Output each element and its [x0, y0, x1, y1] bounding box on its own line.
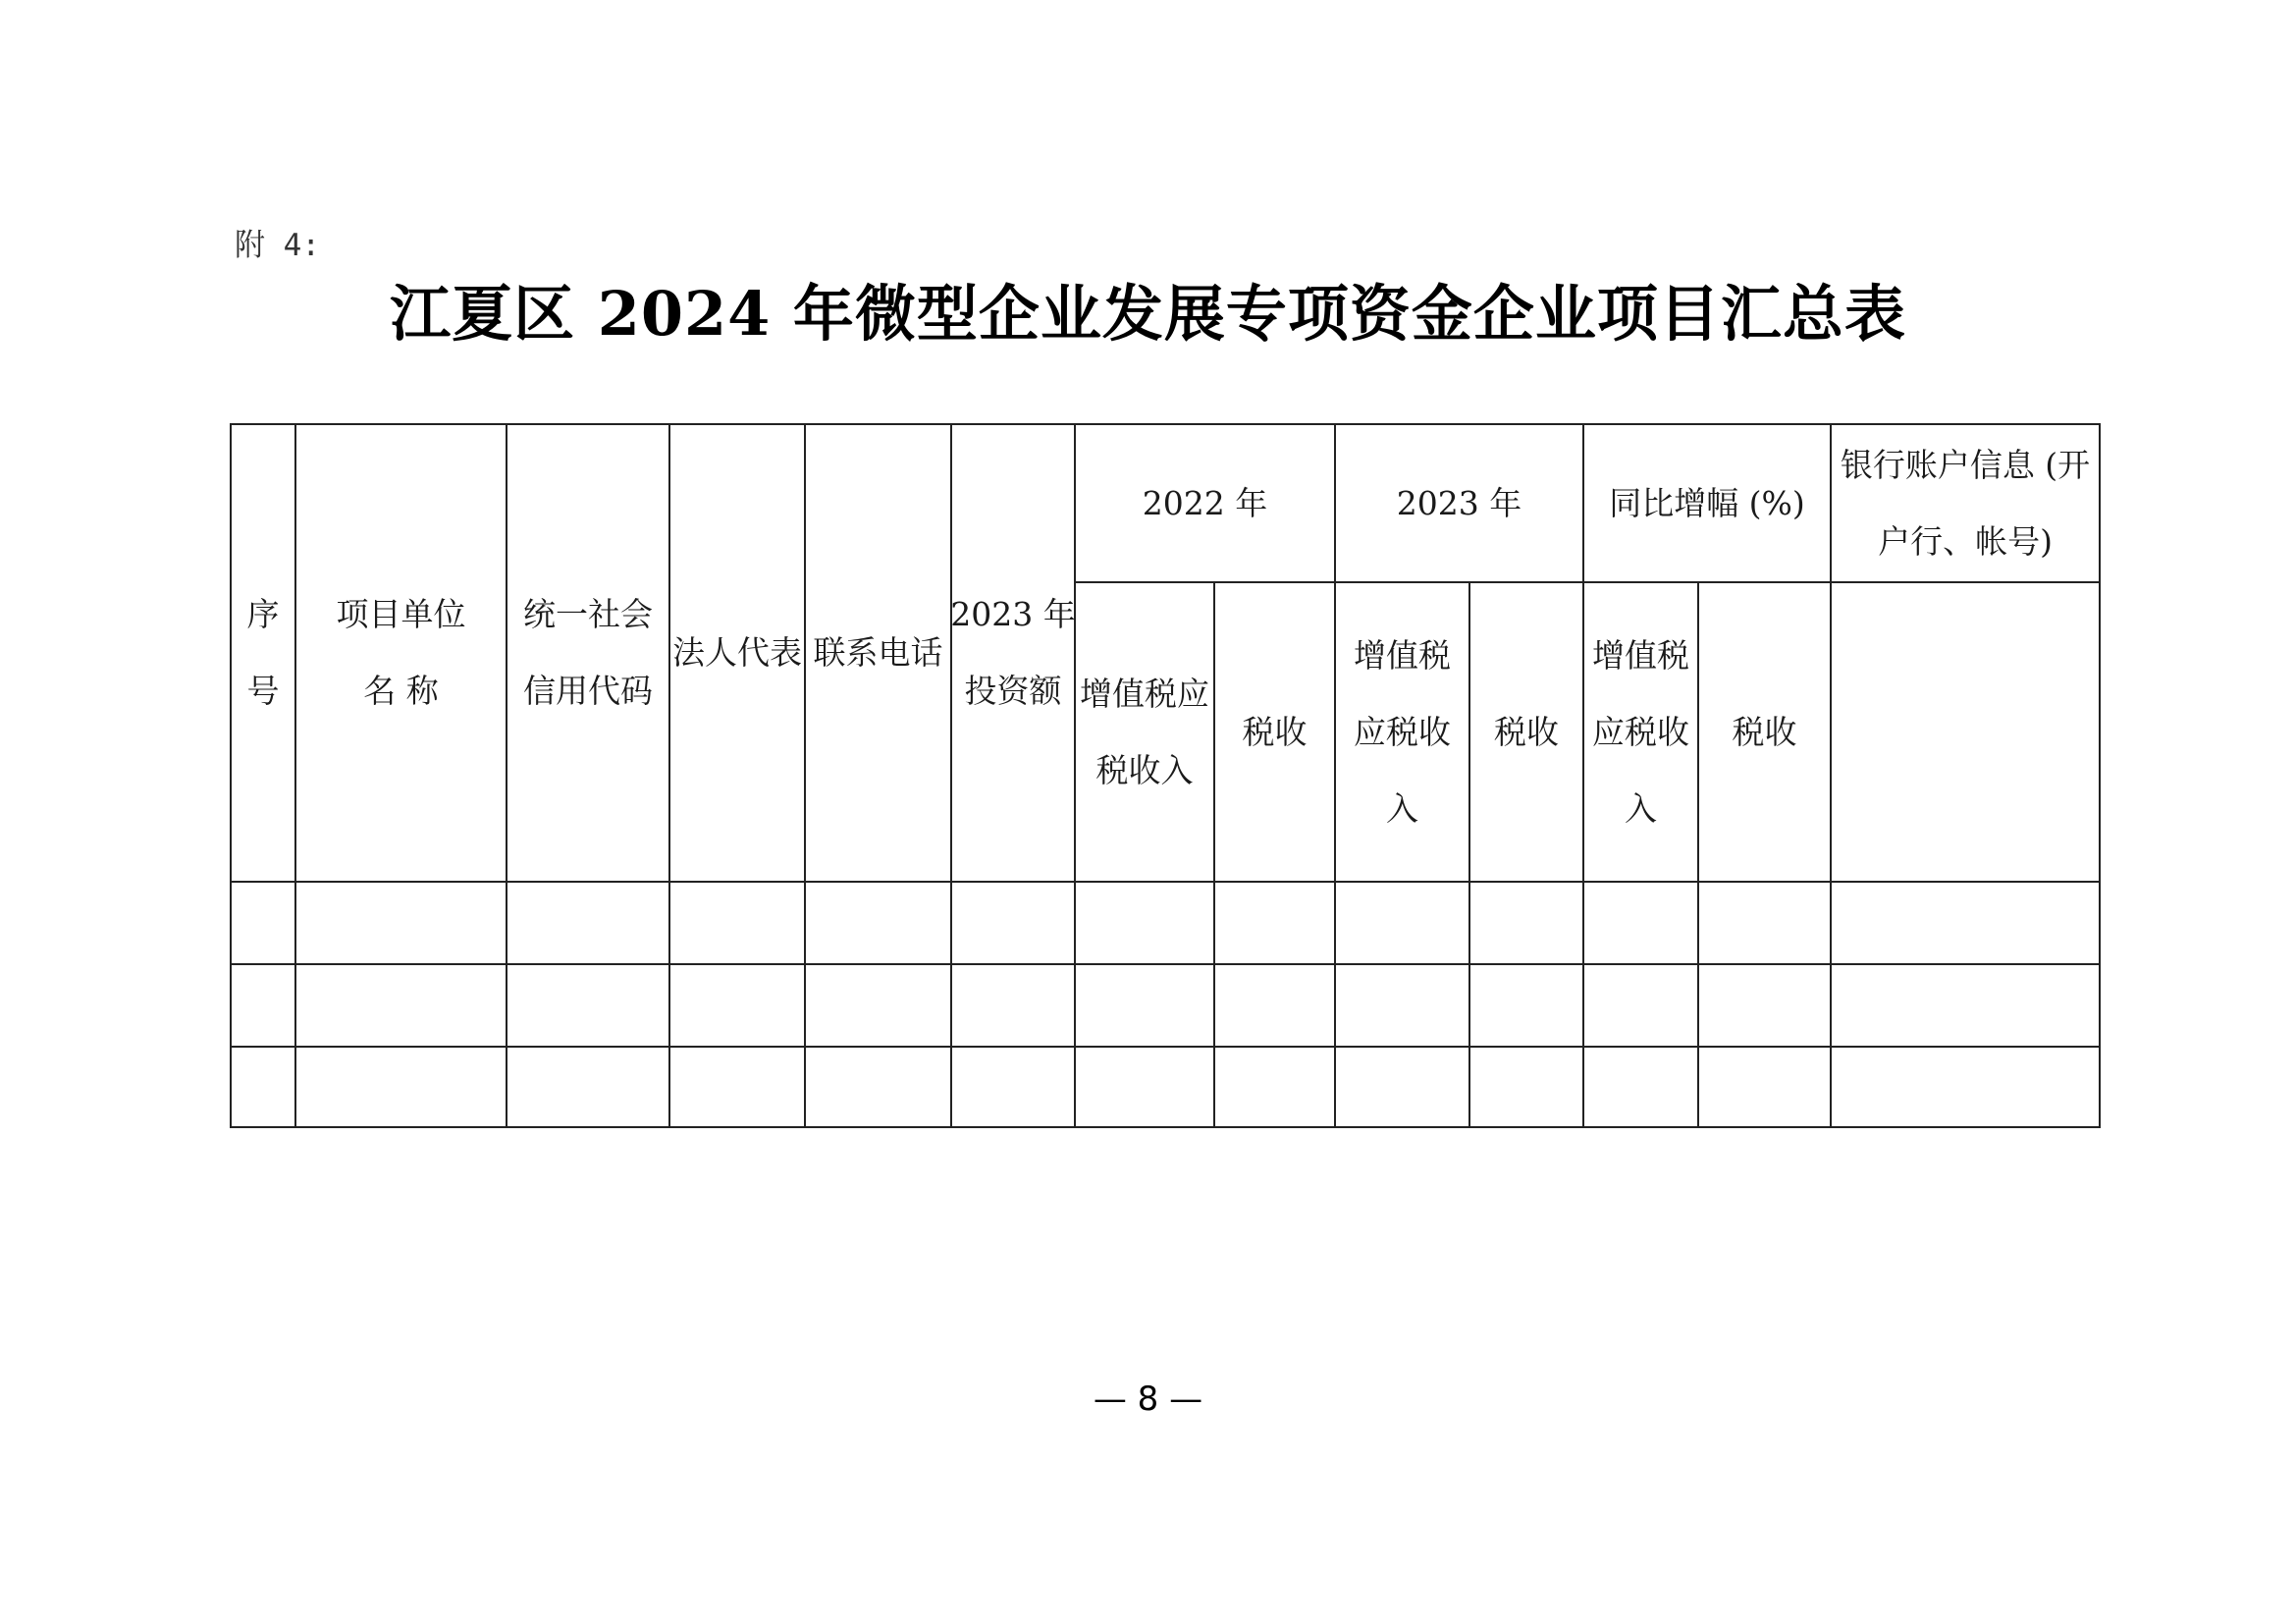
table-cell: [1335, 882, 1469, 964]
table-cell: [1075, 882, 1214, 964]
header-unit-name-line1: 项目单位: [336, 595, 466, 633]
header-yoy-growth-label: 同比增幅 (%): [1609, 483, 1805, 522]
table-cell: [231, 882, 295, 964]
header-year-2022: [1075, 424, 1335, 582]
subheader-2023-vat: [1335, 582, 1469, 882]
table-cell: [1214, 964, 1335, 1047]
subheader-2023-tax-line1: 税收: [1494, 712, 1559, 751]
table-cell: [1583, 882, 1698, 964]
subheader-2023-vat-line3: 入: [1386, 788, 1418, 828]
table-cell: [1335, 964, 1469, 1047]
header-seq-line2: 号: [246, 672, 280, 710]
table-cell: [231, 1047, 295, 1127]
header-bank-info: [1831, 424, 2100, 582]
table-cell: [1831, 882, 2100, 964]
table-cell: [1214, 882, 1335, 964]
table-cell: [1075, 964, 1214, 1047]
subheader-2022-vat-line1: 增值税应: [1080, 674, 1209, 713]
table-cell: [805, 1047, 951, 1127]
table-cell: [1469, 882, 1583, 964]
header-yoy-growth: [1583, 424, 1831, 582]
table-cell: [951, 964, 1075, 1047]
summary-table: [230, 423, 2101, 1128]
table-cell: [507, 1047, 669, 1127]
table-cell: [1698, 964, 1831, 1047]
table-cell: [805, 882, 951, 964]
table-cell: [669, 1047, 805, 1127]
table-cell: [295, 964, 507, 1047]
table-cell: [1583, 964, 1698, 1047]
table-cell: [1469, 1047, 1583, 1127]
table-cell: [805, 964, 951, 1047]
subheader-2023-tax: [1469, 582, 1583, 882]
table-cell: [951, 882, 1075, 964]
table-cell: [1698, 882, 1831, 964]
header-unit-name-line2: 名 称: [363, 672, 439, 710]
table-cell: [1214, 1047, 1335, 1127]
subheader-2022-tax-line1: 税收: [1242, 712, 1308, 751]
subheader-yoy-vat-line2: 应税收: [1592, 712, 1689, 751]
subheader-2023-vat-line1: 增值税: [1354, 635, 1451, 675]
subheader-2022-vat-line2: 税收入: [1095, 750, 1194, 789]
table-cell: [1831, 964, 2100, 1047]
header-phone: [805, 424, 951, 882]
header-investment: [951, 424, 1075, 882]
header-year-2022-label: 2022 年: [1142, 483, 1268, 522]
subheader-yoy-vat: [1583, 582, 1698, 882]
header-seq-line1: 序: [246, 595, 280, 633]
header-credit-code-line1: 统一社会: [523, 595, 653, 633]
header-bank-info-line2: 户行、帐号): [1878, 521, 2053, 561]
table-cell: [1831, 1047, 2100, 1127]
subheader-2023-vat-line2: 应税收: [1354, 712, 1451, 751]
header-year-2023-label: 2023 年: [1396, 483, 1522, 522]
table-cell: [507, 964, 669, 1047]
subheader-yoy-vat-line3: 入: [1625, 788, 1657, 828]
table-cell: [1698, 1047, 1831, 1127]
header-credit-code-line2: 信用代码: [523, 672, 653, 710]
table-cell: [295, 882, 507, 964]
header-investment-line1: 2023 年: [950, 595, 1076, 633]
header-legal-rep-line1: 法人代表: [672, 633, 802, 672]
header-legal-rep: [669, 424, 805, 882]
table-cell: [1469, 964, 1583, 1047]
table-cell: [669, 964, 805, 1047]
table-cell: [669, 882, 805, 964]
header-phone-line1: 联系电话: [813, 633, 943, 672]
header-unit-name: [295, 424, 507, 882]
attachment-label: 附 4:: [235, 228, 320, 263]
subheader-2022-vat: [1075, 582, 1214, 882]
header-seq: [231, 424, 295, 882]
subheader-yoy-vat-line1: 增值税: [1592, 635, 1689, 675]
table-cell: [1583, 1047, 1698, 1127]
table-cell: [951, 1047, 1075, 1127]
table-cell: [1335, 1047, 1469, 1127]
subheader-bank-blank: [1831, 582, 2100, 882]
table-cell: [295, 1047, 507, 1127]
subheader-yoy-tax-line1: 税收: [1732, 712, 1797, 751]
header-investment-line2: 投资额: [964, 672, 1062, 710]
document-title: 江夏区 2024 年微型企业发展专项资金企业项目汇总表: [390, 278, 1906, 350]
table-cell: [507, 882, 669, 964]
header-credit-code: [507, 424, 669, 882]
subheader-yoy-tax: [1698, 582, 1831, 882]
page-number: — 8 —: [1093, 1380, 1203, 1419]
table-cell: [1075, 1047, 1214, 1127]
header-bank-info-line1: 银行账户信息 (开: [1840, 445, 2091, 484]
header-year-2023: [1335, 424, 1583, 582]
table-cell: [231, 964, 295, 1047]
subheader-2022-tax: [1214, 582, 1335, 882]
